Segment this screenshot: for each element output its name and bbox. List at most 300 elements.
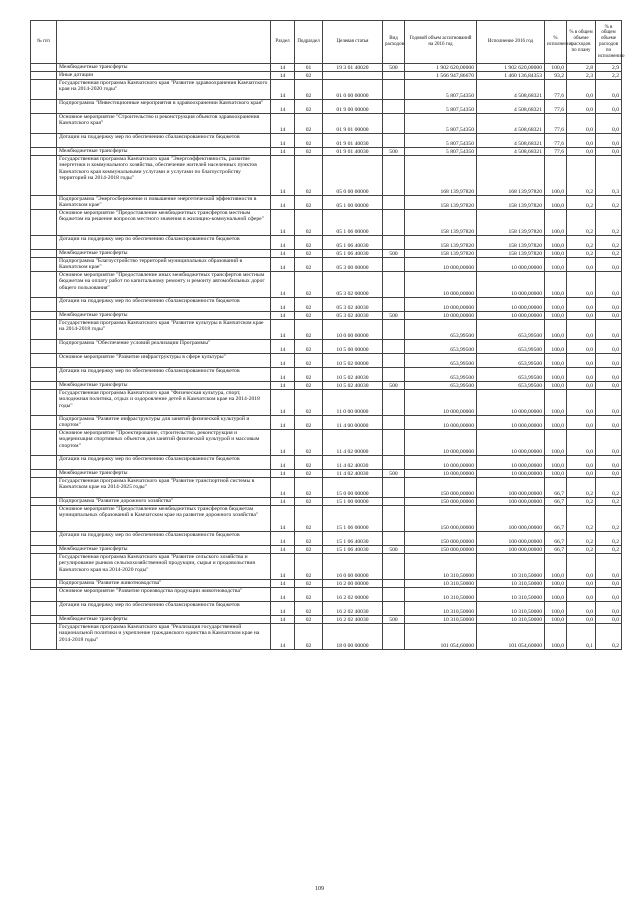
row-razdel: 14 [271, 478, 295, 498]
row-percent: 100,0 [545, 580, 567, 588]
row-number [31, 272, 57, 298]
row-plan: 158 139,97820 [405, 210, 477, 236]
row-name: Дотации на поддержку мер по обеспечению сбалансированности бюджетов [57, 368, 271, 382]
row-share-plan: 0,0 [567, 368, 596, 382]
row-podrazdel: 02 [295, 456, 323, 470]
row-execution: 10 000,00000 [477, 272, 545, 298]
row-podrazdel: 02 [295, 602, 323, 616]
row-razdel: 14 [271, 390, 295, 416]
row-plan: 653,99500 [405, 368, 477, 382]
row-name: Межбюджетные трансферты [57, 382, 271, 390]
row-razdel: 14 [271, 312, 295, 320]
row-percent: 100,0 [545, 616, 567, 624]
row-podrazdel: 02 [295, 416, 323, 430]
row-percent: 100,0 [545, 64, 567, 72]
row-number [31, 498, 57, 506]
row-execution: 653,99500 [477, 368, 545, 382]
row-plan: 10 000,00000 [405, 430, 477, 456]
row-share-execution: 0,0 [596, 258, 622, 272]
row-execution: 158 139,97820 [477, 250, 545, 258]
row-target-article: 01 9 00 00000 [323, 100, 383, 114]
row-name: Государственная программа Камчатского края "Физическая культура, спорт, молодежная политика, отдых и оздоровление детей в Камчатском крае на 2014-2018 годы" [57, 390, 271, 416]
row-percent: 100,0 [545, 470, 567, 478]
row-share-execution: 0,0 [596, 320, 622, 340]
row-number [31, 616, 57, 624]
row-execution: 4 508,68321 [477, 80, 545, 100]
row-expense-type: 500 [383, 64, 405, 72]
row-razdel: 14 [271, 80, 295, 100]
row-number [31, 100, 57, 114]
row-execution: 168 139,97820 [477, 156, 545, 196]
row-share-plan: 0,0 [567, 616, 596, 624]
table-row [31, 100, 622, 114]
header-razdel: Раздел [271, 21, 295, 64]
row-name: Межбюджетные трансферты [57, 616, 271, 624]
row-razdel: 14 [271, 258, 295, 272]
budget-table [30, 20, 625, 650]
table-row [31, 148, 622, 156]
row-target-article: 10 5 02 40030 [323, 382, 383, 390]
row-target-article: 05 3 02 40030 [323, 298, 383, 312]
row-expense-type: 500 [383, 382, 405, 390]
row-target-article: 15 1 06 40030 [323, 546, 383, 554]
row-share-execution: 0,0 [596, 354, 622, 368]
row-razdel: 14 [271, 250, 295, 258]
row-plan: 10 000,00000 [405, 258, 477, 272]
row-podrazdel: 02 [295, 196, 323, 210]
row-name: Межбюджетные трансферты [57, 64, 271, 72]
row-expense-type [383, 236, 405, 250]
table-row [31, 196, 622, 210]
row-expense-type [383, 430, 405, 456]
row-share-plan: 0,0 [567, 416, 596, 430]
row-number [31, 196, 57, 210]
row-name: Дотации на поддержку мер по обеспечению сбалансированности бюджетов [57, 236, 271, 250]
row-percent: 77,6 [545, 80, 567, 100]
row-share-plan: 0,2 [567, 532, 596, 546]
row-target-article: 05 3 02 40030 [323, 312, 383, 320]
table-row [31, 588, 622, 602]
row-percent: 100,0 [545, 368, 567, 382]
row-razdel: 14 [271, 624, 295, 650]
row-percent: 100,0 [545, 250, 567, 258]
row-percent: 100,0 [545, 416, 567, 430]
header-percent: % исполнения [545, 21, 567, 64]
row-share-execution: 0,3 [596, 156, 622, 196]
row-expense-type [383, 196, 405, 210]
row-expense-type [383, 478, 405, 498]
row-percent: 100,0 [545, 340, 567, 354]
row-expense-type: 500 [383, 470, 405, 478]
row-expense-type [383, 390, 405, 416]
row-name: Государственная программа Камчатского края "Энергоэффективность, развитие энергетики и коммунального хозяйства, обеспечение жителей населенных пунктов Камчатского края коммунальными услугами и услугами по благоустройству территорий на 2014-2018 годы" [57, 156, 271, 196]
row-name: Государственная программа Камчатского края "Реализация государственной национальной политики и укрепление гражданского единства в Камчатском крае на 2014-2018 годы" [57, 624, 271, 650]
header-plan: Годовой объем ассигнований на 2016 год [405, 21, 477, 64]
row-razdel: 14 [271, 148, 295, 156]
table-body [31, 64, 622, 650]
row-target-article: 10 5 00 00000 [323, 340, 383, 354]
row-share-execution: 0,2 [596, 236, 622, 250]
row-share-execution: 0,0 [596, 80, 622, 100]
row-target-article: 10 5 02 00000 [323, 354, 383, 368]
row-expense-type [383, 532, 405, 546]
row-share-plan: 0,0 [567, 354, 596, 368]
header-share-plan: % в общем объеме расходов по плану [567, 21, 596, 64]
table-row [31, 470, 622, 478]
row-target-article: 01 9 01 40030 [323, 134, 383, 148]
row-execution: 100 000,00000 [477, 498, 545, 506]
row-plan: 10 000,00000 [405, 312, 477, 320]
row-target-article: 16 2 02 40030 [323, 616, 383, 624]
row-share-execution: 0,2 [596, 196, 622, 210]
row-name: Межбюджетные трансферты [57, 148, 271, 156]
row-name: Государственная программа Камчатского края "Развитие сельского хозяйства и регулирование рынков сельскохозяйственной продукции, сырья и продовольствия Камчатского края на 2014-2020 годы" [57, 554, 271, 580]
row-podrazdel: 02 [295, 312, 323, 320]
row-podrazdel: 02 [295, 532, 323, 546]
row-razdel: 14 [271, 588, 295, 602]
row-percent: 77,6 [545, 134, 567, 148]
row-execution: 100 000,00000 [477, 478, 545, 498]
row-target-article: 11 4 00 00000 [323, 416, 383, 430]
table-row [31, 602, 622, 616]
row-execution: 653,99500 [477, 354, 545, 368]
page-number: 109 [315, 886, 324, 892]
row-number [31, 430, 57, 456]
row-razdel: 14 [271, 498, 295, 506]
row-plan: 10 310,50000 [405, 616, 477, 624]
row-share-plan: 0,0 [567, 340, 596, 354]
row-share-plan: 0,0 [567, 470, 596, 478]
row-expense-type [383, 320, 405, 340]
row-share-execution: 0,2 [596, 250, 622, 258]
row-target-article: 05 0 00 00000 [323, 156, 383, 196]
row-plan: 158 139,97820 [405, 196, 477, 210]
row-podrazdel: 02 [295, 616, 323, 624]
row-podrazdel: 02 [295, 478, 323, 498]
row-plan: 653,99500 [405, 354, 477, 368]
row-number [31, 64, 57, 72]
header-execution: Исполнение 2016 год [477, 21, 545, 64]
row-plan: 10 000,00000 [405, 456, 477, 470]
row-podrazdel: 02 [295, 368, 323, 382]
row-target-article: 11 4 02 00000 [323, 430, 383, 456]
table-row [31, 298, 622, 312]
row-name: Дотации на поддержку мер по обеспечению сбалансированности бюджетов [57, 456, 271, 470]
row-expense-type [383, 210, 405, 236]
row-podrazdel: 02 [295, 390, 323, 416]
row-razdel: 14 [271, 64, 295, 72]
row-share-plan: 0,0 [567, 382, 596, 390]
row-percent: 100,0 [545, 430, 567, 456]
row-plan: 10 310,50000 [405, 554, 477, 580]
row-execution: 10 310,50000 [477, 616, 545, 624]
row-plan: 10 310,50000 [405, 588, 477, 602]
row-target-article: 16 2 02 40030 [323, 602, 383, 616]
row-plan: 10 000,00000 [405, 470, 477, 478]
row-execution: 653,99500 [477, 340, 545, 354]
row-execution: 100 000,00000 [477, 546, 545, 554]
row-share-plan: 0,0 [567, 258, 596, 272]
row-share-plan: 0,0 [567, 602, 596, 616]
row-percent: 100,0 [545, 196, 567, 210]
row-percent: 66,7 [545, 506, 567, 532]
row-expense-type [383, 354, 405, 368]
row-name: Межбюджетные трансферты [57, 546, 271, 554]
row-expense-type: 500 [383, 250, 405, 258]
header-target-article: Целевая статья [323, 21, 383, 64]
row-share-execution: 0,0 [596, 470, 622, 478]
row-number [31, 532, 57, 546]
row-plan: 653,99500 [405, 320, 477, 340]
row-execution: 10 310,50000 [477, 588, 545, 602]
row-number [31, 156, 57, 196]
table-row [31, 210, 622, 236]
row-plan: 1 902 620,00000 [405, 64, 477, 72]
row-share-execution: 0,2 [596, 506, 622, 532]
row-name: Основное мероприятие "Проектирование, строительство, реконструкция и модернизация спортивных объектов для занятий физической культурой и массовым спортом" [57, 430, 271, 456]
table-row [31, 272, 622, 298]
row-razdel: 14 [271, 134, 295, 148]
row-share-plan: 0,2 [567, 546, 596, 554]
row-expense-type [383, 100, 405, 114]
row-share-execution: 2,2 [596, 72, 622, 80]
row-target-article: 11 0 00 00000 [323, 390, 383, 416]
row-execution: 10 000,00000 [477, 416, 545, 430]
row-podrazdel: 02 [295, 100, 323, 114]
row-podrazdel: 02 [295, 134, 323, 148]
row-plan: 5 807,54350 [405, 114, 477, 134]
row-razdel: 14 [271, 114, 295, 134]
row-plan: 10 000,00000 [405, 416, 477, 430]
row-target-article: 10 5 02 40030 [323, 368, 383, 382]
row-podrazdel: 02 [295, 554, 323, 580]
row-execution: 4 508,68321 [477, 100, 545, 114]
row-share-plan: 0,2 [567, 196, 596, 210]
row-plan: 10 310,50000 [405, 580, 477, 588]
row-share-execution: 0,0 [596, 602, 622, 616]
row-razdel: 14 [271, 416, 295, 430]
row-percent: 77,6 [545, 100, 567, 114]
row-target-article: 05 1 06 40030 [323, 250, 383, 258]
row-share-execution: 0,2 [596, 498, 622, 506]
row-execution: 10 000,00000 [477, 390, 545, 416]
row-razdel: 14 [271, 298, 295, 312]
header-podrazdel: Подраздел [295, 21, 323, 64]
row-expense-type [383, 156, 405, 196]
row-number [31, 236, 57, 250]
row-percent: 93,2 [545, 72, 567, 80]
row-razdel: 14 [271, 368, 295, 382]
row-share-execution: 0,0 [596, 272, 622, 298]
row-number [31, 546, 57, 554]
header-num: № п/п [31, 21, 57, 64]
row-execution: 10 310,50000 [477, 580, 545, 588]
row-share-plan: 0,0 [567, 580, 596, 588]
row-share-execution: 0,0 [596, 430, 622, 456]
row-target-article: 11 4 02 40030 [323, 456, 383, 470]
row-plan: 653,99500 [405, 382, 477, 390]
row-execution: 10 000,00000 [477, 312, 545, 320]
table-row [31, 616, 622, 624]
row-share-plan: 0,0 [567, 390, 596, 416]
row-execution: 158 139,97820 [477, 236, 545, 250]
header-expense-type: Вид расходов [383, 21, 405, 64]
row-target-article: 05 3 02 00000 [323, 272, 383, 298]
row-name: Основное мероприятие "Предоставление межбюджетных трансфертов бюджетам муниципальных образований в Камчатском крае на развитие дорожного хозяйства" [57, 506, 271, 532]
row-razdel: 14 [271, 506, 295, 532]
row-razdel: 14 [271, 210, 295, 236]
row-name: Основное мероприятие "Развитие производства продукции животноводства" [57, 588, 271, 602]
row-plan: 5 807,54350 [405, 148, 477, 156]
row-percent: 100,0 [545, 236, 567, 250]
row-share-execution: 0,0 [596, 100, 622, 114]
row-podrazdel: 02 [295, 498, 323, 506]
row-share-execution: 0,0 [596, 580, 622, 588]
row-podrazdel: 02 [295, 156, 323, 196]
row-share-plan: 0,0 [567, 298, 596, 312]
row-target-article: 19 3 01 40020 [323, 64, 383, 72]
row-expense-type [383, 272, 405, 298]
row-percent: 100,0 [545, 298, 567, 312]
header-name [57, 21, 271, 64]
row-number [31, 470, 57, 478]
row-share-execution: 0,0 [596, 554, 622, 580]
row-target-article: 05 3 00 00000 [323, 258, 383, 272]
row-share-execution: 0,2 [596, 624, 622, 650]
row-name: Подпрограмма "Развитие животноводства" [57, 580, 271, 588]
row-share-plan: 0,0 [567, 272, 596, 298]
row-share-plan: 0,2 [567, 156, 596, 196]
row-razdel: 14 [271, 470, 295, 478]
row-share-plan: 0,0 [567, 80, 596, 100]
row-execution: 10 000,00000 [477, 456, 545, 470]
row-razdel: 14 [271, 456, 295, 470]
row-podrazdel: 02 [295, 354, 323, 368]
row-percent: 100,0 [545, 390, 567, 416]
row-percent: 66,7 [545, 498, 567, 506]
row-target-article: 01 9 01 40030 [323, 148, 383, 156]
row-plan: 10 310,50000 [405, 602, 477, 616]
row-name: Основное мероприятие "Предоставление межбюджетных трансфертов местным бюджетам на решение вопросов местного значения в жилищно-коммунальной сфере" [57, 210, 271, 236]
row-name: Дотации на поддержку мер по обеспечению сбалансированности бюджетов [57, 532, 271, 546]
row-number [31, 80, 57, 100]
row-razdel: 14 [271, 580, 295, 588]
row-share-execution: 0,2 [596, 210, 622, 236]
row-percent: 66,7 [545, 546, 567, 554]
table-row [31, 72, 622, 80]
row-name: Основное мероприятие "Предоставление иных межбюджетных трансфертов местным бюджетам на оплату работ по капитальному ремонту и ремонту автомобильных дорог общего пользования" [57, 272, 271, 298]
row-execution: 4 508,68321 [477, 148, 545, 156]
table-row [31, 80, 622, 100]
row-podrazdel: 02 [295, 506, 323, 532]
row-share-plan: 0,0 [567, 100, 596, 114]
row-share-execution: 0,0 [596, 312, 622, 320]
row-razdel: 14 [271, 156, 295, 196]
row-number [31, 602, 57, 616]
row-podrazdel: 02 [295, 430, 323, 456]
row-podrazdel: 02 [295, 114, 323, 134]
row-plan: 168 139,97820 [405, 156, 477, 196]
row-expense-type [383, 134, 405, 148]
row-expense-type [383, 588, 405, 602]
row-target-article: 01 9 01 00000 [323, 114, 383, 134]
row-name: Основное мероприятие "Развитие инфраструктуры в сфере культуры" [57, 354, 271, 368]
table-row [31, 554, 622, 580]
table-row [31, 368, 622, 382]
row-podrazdel: 02 [295, 250, 323, 258]
row-share-plan: 0,2 [567, 236, 596, 250]
row-razdel: 14 [271, 340, 295, 354]
row-expense-type [383, 114, 405, 134]
row-name: Межбюджетные трансферты [57, 470, 271, 478]
row-podrazdel: 02 [295, 624, 323, 650]
row-share-execution: 0,0 [596, 340, 622, 354]
row-podrazdel: 02 [295, 236, 323, 250]
row-share-plan: 0,2 [567, 506, 596, 532]
row-plan: 5 807,54350 [405, 100, 477, 114]
row-share-execution: 0,2 [596, 478, 622, 498]
row-plan: 1 566 947,86670 [405, 72, 477, 80]
row-expense-type [383, 416, 405, 430]
table-row [31, 506, 622, 532]
table-row [31, 340, 622, 354]
row-name: Межбюджетные трансферты [57, 250, 271, 258]
row-plan: 10 000,00000 [405, 390, 477, 416]
row-execution: 1 460 136,84353 [477, 72, 545, 80]
table-row [31, 532, 622, 546]
row-number [31, 312, 57, 320]
row-number [31, 298, 57, 312]
row-percent: 100,0 [545, 210, 567, 236]
table-row [31, 64, 622, 72]
table-header-row [31, 21, 622, 64]
row-execution: 653,99500 [477, 320, 545, 340]
row-razdel: 14 [271, 430, 295, 456]
row-share-execution: 0,0 [596, 114, 622, 134]
row-share-execution: 0,0 [596, 368, 622, 382]
row-number [31, 72, 57, 80]
table-row [31, 250, 622, 258]
row-percent: 100,0 [545, 272, 567, 298]
row-name: Подпрограмма "Инвестиционные мероприятия в здравоохранении Камчатского края" [57, 100, 271, 114]
row-percent: 77,6 [545, 114, 567, 134]
row-share-plan: 0,0 [567, 114, 596, 134]
row-razdel: 14 [271, 100, 295, 114]
row-share-execution: 0,0 [596, 134, 622, 148]
row-execution: 1 902 620,00000 [477, 64, 545, 72]
row-target-article: 05 1 06 40030 [323, 236, 383, 250]
row-expense-type [383, 80, 405, 100]
row-name: Подпрограмма "Развитие инфраструктуры для занятий физической культурой и спортом" [57, 416, 271, 430]
row-execution: 10 000,00000 [477, 298, 545, 312]
row-execution: 4 508,68321 [477, 134, 545, 148]
row-percent: 100,0 [545, 320, 567, 340]
row-percent: 100,0 [545, 456, 567, 470]
row-expense-type [383, 340, 405, 354]
row-execution: 10 000,00000 [477, 430, 545, 456]
row-name: Государственная программа Камчатского края "Развитие культуры в Камчатском крае на 2014-2018 годы" [57, 320, 271, 340]
row-execution: 158 139,97820 [477, 210, 545, 236]
table-row [31, 312, 622, 320]
row-share-plan: 0,0 [567, 554, 596, 580]
table-row [31, 354, 622, 368]
row-razdel: 14 [271, 616, 295, 624]
row-percent: 100,0 [545, 258, 567, 272]
row-share-plan: 0,2 [567, 250, 596, 258]
row-podrazdel: 02 [295, 272, 323, 298]
row-execution: 100 000,00000 [477, 532, 545, 546]
row-execution: 4 508,68321 [477, 114, 545, 134]
